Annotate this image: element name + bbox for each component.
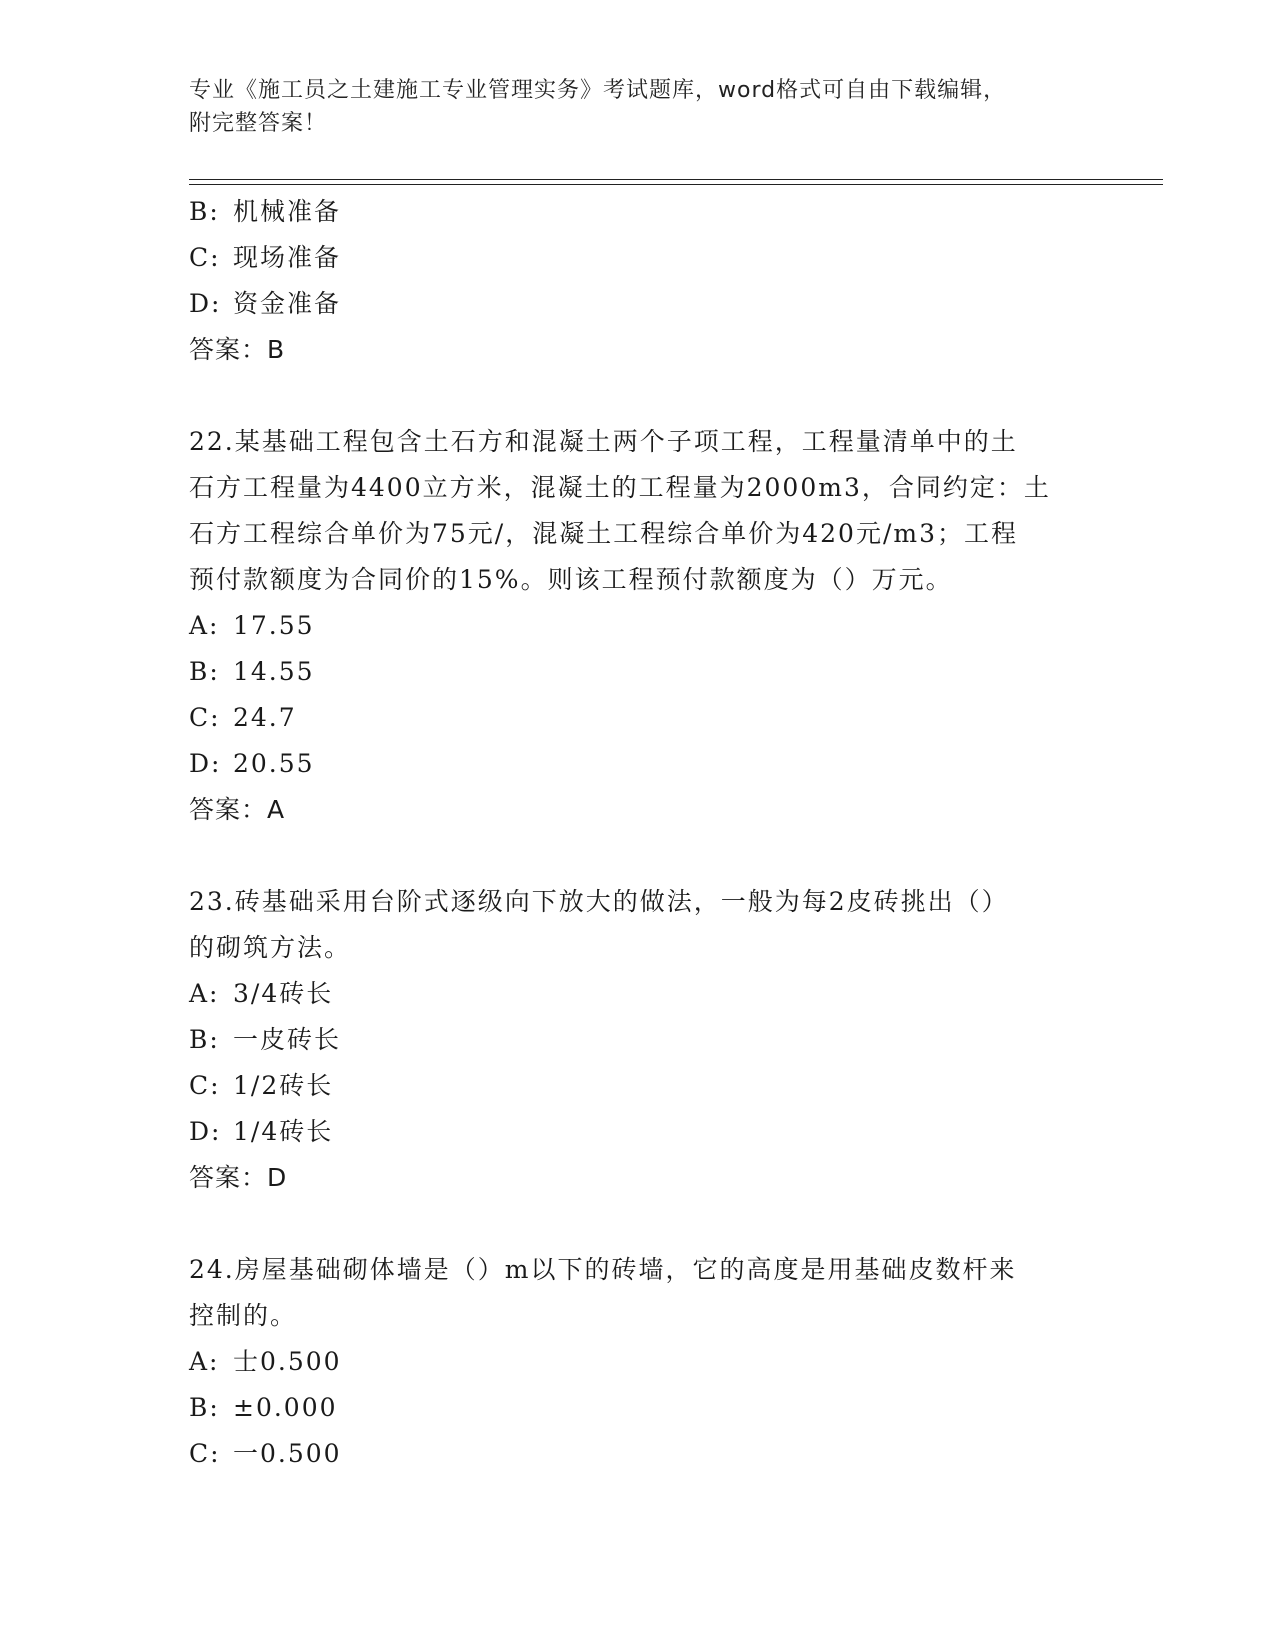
option-a: A: 3/4砖长 (189, 979, 334, 1008)
option-a: A: 17.55 (189, 611, 315, 640)
header-divider-bottom (189, 184, 1163, 185)
question-stem-line: 24.房屋基础砌体墙是（）m以下的砖墙，它的高度是用基础皮数杆来 (189, 1255, 1017, 1284)
option-a: A: 士0.500 (189, 1347, 342, 1376)
question-stem-line: 的砌筑方法。 (189, 933, 352, 962)
header-divider-top (189, 179, 1163, 180)
option-d: D: 资金准备 (189, 289, 342, 318)
question-stem-line: 23.砖基础采用台阶式逐级向下放大的做法，一般为每2皮砖挑出（） (189, 887, 1009, 916)
question-stem-line: 控制的。 (189, 1301, 298, 1330)
option-b: B: 机械准备 (189, 197, 342, 226)
answer: 答案：A (189, 795, 286, 824)
option-d: D: 1/4砖长 (189, 1117, 334, 1146)
question-24 (189, 1247, 1089, 1477)
answer: 答案：D (189, 1163, 288, 1192)
header-line-2: 附完整答案！ (189, 111, 328, 136)
option-b: B: ±0.000 (189, 1393, 338, 1422)
option-c: C: 现场准备 (189, 243, 342, 272)
header-line-1: 专业《施工员之土建施工专业管理实务》考试题库，word格式可自由下载编辑， (189, 78, 1007, 103)
question-22 (189, 419, 1089, 833)
question-content (189, 189, 1089, 1477)
question-stem-line: 石方工程综合单价为75元/，混凝土工程综合单价为420元/m3；工程 (189, 519, 1018, 548)
question-stem-line: 22.某基础工程包含土石方和混凝土两个子项工程，工程量清单中的土 (189, 427, 1018, 456)
question-stem-line: 预付款额度为合同价的15%。则该工程预付款额度为（）万元。 (189, 565, 953, 594)
option-c: C: 一0.500 (189, 1439, 342, 1468)
option-b: B: 14.55 (189, 657, 315, 686)
option-b: B: 一皮砖长 (189, 1025, 342, 1054)
option-c: C: 1/2砖长 (189, 1071, 334, 1100)
option-d: D: 20.55 (189, 749, 315, 778)
question-21-tail (189, 189, 1089, 373)
answer: 答案：B (189, 335, 286, 364)
question-stem-line: 石方工程量为4400立方米，混凝土的工程量为2000m3，合同约定：土 (189, 473, 1051, 502)
option-c: C: 24.7 (189, 703, 297, 732)
document-header (189, 74, 1069, 140)
question-23 (189, 879, 1089, 1201)
